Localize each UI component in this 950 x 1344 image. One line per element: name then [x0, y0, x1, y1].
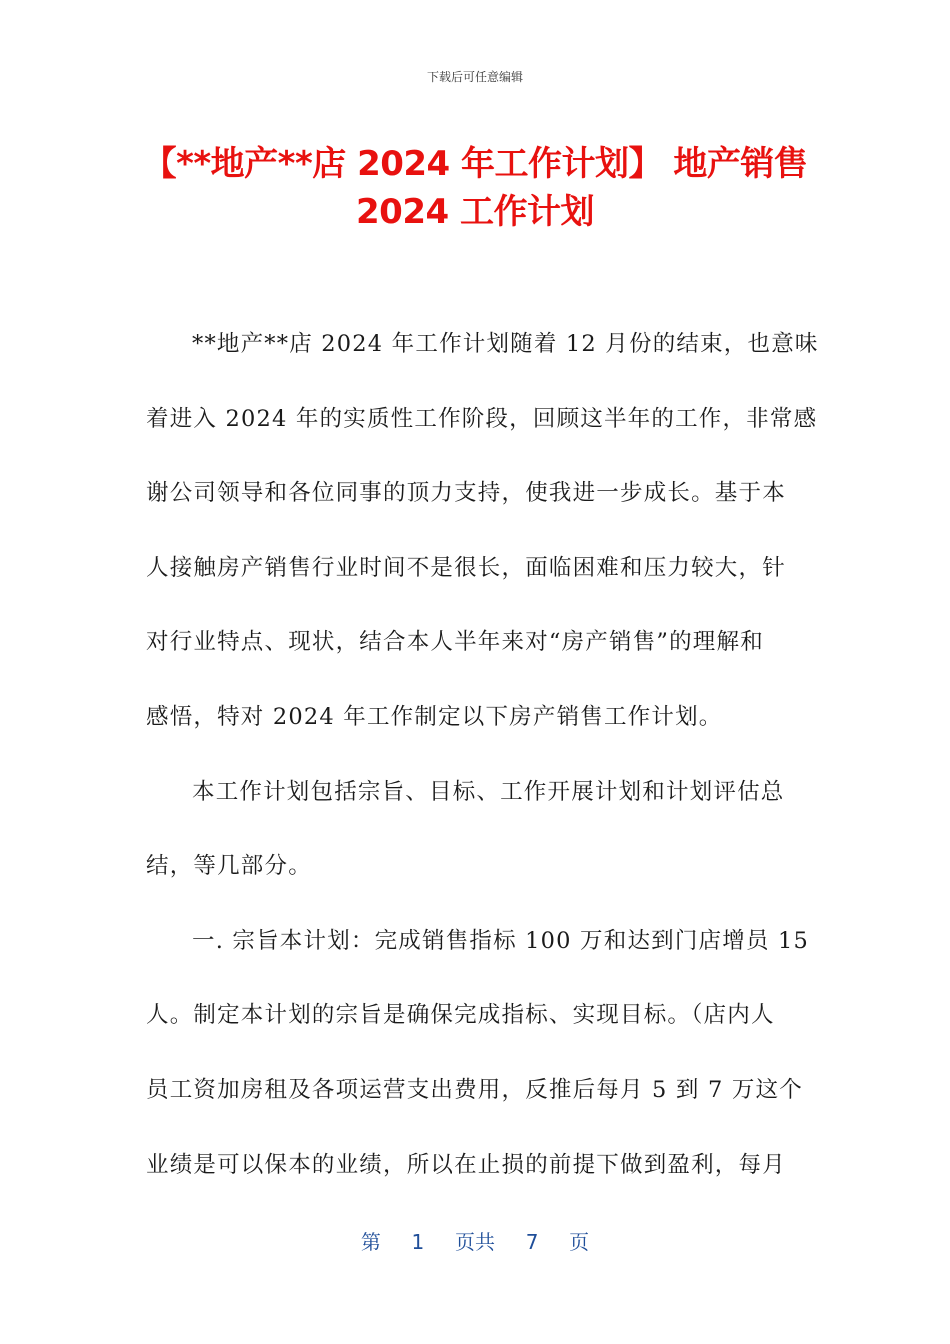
document-title	[120, 140, 830, 236]
body-line: 本工作计划包括宗旨、目标、工作开展计划和计划评估总	[192, 778, 785, 805]
page-footer	[0, 1226, 950, 1255]
body-line: 谢公司领导和各位同事的顶力支持，使我进一步成长。基于本	[146, 480, 786, 507]
header-note: 下载后可任意编辑	[426, 70, 523, 84]
body-line: 人。制定本计划的宗旨是确保完成指标、实现目标。（店内人	[146, 1002, 775, 1029]
document-title-line-1: 【**地产**店 2024 年工作计划】 地产销售	[142, 144, 808, 184]
body-line: 员工资加房租及各项运营支出费用，反推后每月 5 到 7 万这个	[146, 1076, 803, 1103]
footer-prefix: 第	[360, 1230, 381, 1254]
body-line: 业绩是可以保本的业绩，所以在止损的前提下做到盈利，每月	[146, 1151, 786, 1178]
body-line: **地产**店 2024 年工作计划随着 12 月份的结束，也意味	[192, 331, 819, 357]
footer-middle: 页共	[455, 1230, 495, 1254]
body-line: 感悟，特对 2024 年工作制定以下房产销售工作计划。	[146, 703, 723, 730]
body-line: 结，等几部分。	[146, 853, 312, 880]
document-body	[146, 324, 819, 1219]
footer-current-page: 1	[411, 1230, 425, 1254]
footer-suffix: 页	[569, 1230, 590, 1254]
body-line: 着进入 2024 年的实质性工作阶段，回顾这半年的工作，非常感	[146, 405, 818, 432]
document-title-line-2: 2024 工作计划	[356, 192, 594, 232]
body-line: 人接触房产销售行业时间不是很长，面临困难和压力较大，针	[146, 554, 786, 581]
footer-total-pages: 7	[525, 1230, 539, 1254]
body-line: 对行业特点、现状，结合本人半年来对“房产销售”的理解和	[146, 629, 764, 656]
body-line: 一. 宗旨本计划：完成销售指标 100 万和达到门店增员 15	[192, 927, 810, 954]
